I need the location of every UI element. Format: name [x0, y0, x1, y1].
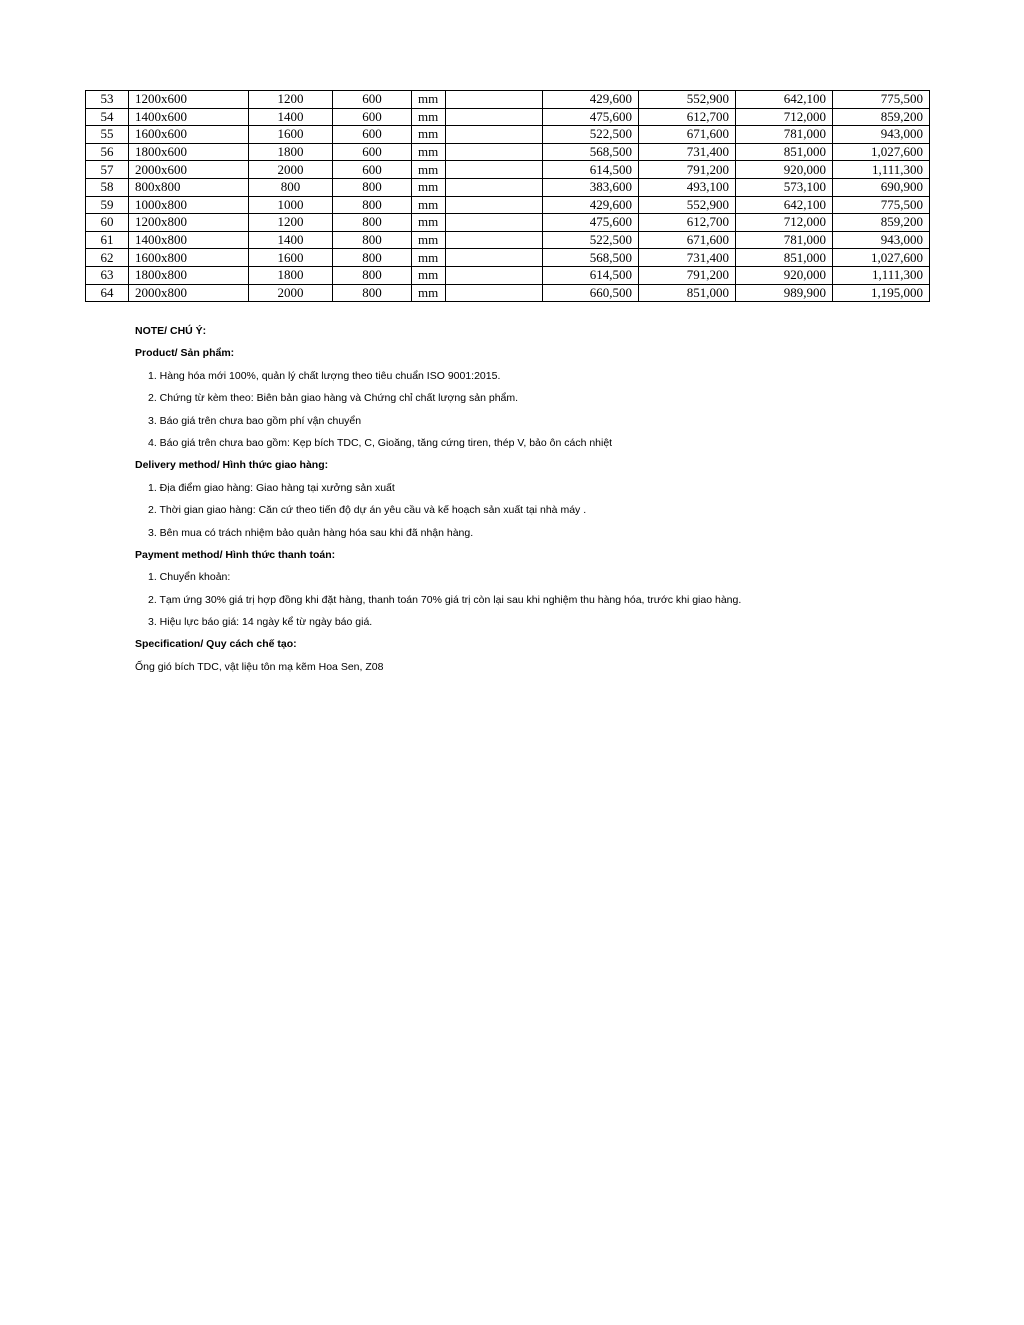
- price-cell: 671,600: [639, 126, 736, 144]
- height-cell: 800: [333, 231, 412, 249]
- width-cell: 1600: [249, 126, 333, 144]
- table-row: [86, 91, 930, 109]
- price-cell: 614,500: [543, 266, 639, 284]
- size-code-cell: 2000x600: [129, 161, 249, 179]
- price-cell: 791,200: [639, 266, 736, 284]
- row-number-cell: 60: [86, 214, 129, 232]
- price-cell: 614,500: [543, 161, 639, 179]
- empty-cell: [446, 214, 543, 232]
- height-cell: 800: [333, 196, 412, 214]
- size-code-cell: 1000x800: [129, 196, 249, 214]
- size-code-cell: 1600x800: [129, 249, 249, 267]
- unit-cell: mm: [412, 214, 446, 232]
- price-cell: 781,000: [736, 126, 833, 144]
- row-number-cell: 64: [86, 284, 129, 302]
- price-cell: 731,400: [639, 143, 736, 161]
- payment-heading: Payment method/ Hình thức thanh toán:: [135, 548, 336, 561]
- price-cell: 429,600: [543, 91, 639, 109]
- price-cell: 612,700: [639, 108, 736, 126]
- row-number-cell: 61: [86, 231, 129, 249]
- empty-cell: [446, 143, 543, 161]
- unit-cell: mm: [412, 266, 446, 284]
- payment-item: 1. Chuyển khoản:: [148, 571, 231, 584]
- row-number-cell: 59: [86, 196, 129, 214]
- price-cell: 859,200: [833, 214, 930, 232]
- price-cell: 660,500: [543, 284, 639, 302]
- price-cell: 573,100: [736, 178, 833, 196]
- price-cell: 429,600: [543, 196, 639, 214]
- empty-cell: [446, 161, 543, 179]
- row-number-cell: 57: [86, 161, 129, 179]
- product-item: 3. Báo giá trên chưa bao gồm phí vận chuyển: [148, 414, 362, 427]
- price-cell: 791,200: [639, 161, 736, 179]
- unit-cell: mm: [412, 284, 446, 302]
- empty-cell: [446, 108, 543, 126]
- price-cell: 568,500: [543, 143, 639, 161]
- width-cell: 1800: [249, 143, 333, 161]
- table-row: [86, 284, 930, 302]
- price-cell: 851,000: [736, 249, 833, 267]
- delivery-heading: Delivery method/ Hình thức giao hàng:: [135, 459, 329, 472]
- table-row: [86, 143, 930, 161]
- price-cell: 642,100: [736, 196, 833, 214]
- price-cell: 851,000: [736, 143, 833, 161]
- table-row: [86, 178, 930, 196]
- price-cell: 920,000: [736, 161, 833, 179]
- price-cell: 851,000: [639, 284, 736, 302]
- price-cell: 522,500: [543, 231, 639, 249]
- height-cell: 600: [333, 126, 412, 144]
- row-number-cell: 56: [86, 143, 129, 161]
- notes-title: NOTE/ CHÚ Ý:: [135, 325, 207, 337]
- row-number-cell: 53: [86, 91, 129, 109]
- price-cell: 383,600: [543, 178, 639, 196]
- product-item: 1. Hàng hóa mới 100%, quản lý chất lượng theo tiêu chuẩn ISO 9001:2015.: [148, 369, 501, 382]
- price-cell: 712,000: [736, 108, 833, 126]
- row-number-cell: 63: [86, 266, 129, 284]
- price-cell: 493,100: [639, 178, 736, 196]
- size-code-cell: 1400x600: [129, 108, 249, 126]
- price-cell: 671,600: [639, 231, 736, 249]
- price-cell: 475,600: [543, 108, 639, 126]
- price-cell: 775,500: [833, 196, 930, 214]
- width-cell: 800: [249, 178, 333, 196]
- unit-cell: mm: [412, 231, 446, 249]
- height-cell: 600: [333, 143, 412, 161]
- empty-cell: [446, 284, 543, 302]
- price-cell: 920,000: [736, 266, 833, 284]
- price-cell: 612,700: [639, 214, 736, 232]
- price-cell: 989,900: [736, 284, 833, 302]
- table-row: [86, 249, 930, 267]
- row-number-cell: 58: [86, 178, 129, 196]
- empty-cell: [446, 249, 543, 267]
- width-cell: 2000: [249, 284, 333, 302]
- empty-cell: [446, 231, 543, 249]
- price-cell: 642,100: [736, 91, 833, 109]
- height-cell: 800: [333, 284, 412, 302]
- table-row: [86, 196, 930, 214]
- table-row: [86, 266, 930, 284]
- size-code-cell: 1200x800: [129, 214, 249, 232]
- price-cell: 1,111,300: [833, 266, 930, 284]
- price-cell: 781,000: [736, 231, 833, 249]
- row-number-cell: 62: [86, 249, 129, 267]
- size-code-cell: 1800x600: [129, 143, 249, 161]
- height-cell: 800: [333, 214, 412, 232]
- height-cell: 800: [333, 266, 412, 284]
- size-code-cell: 1400x800: [129, 231, 249, 249]
- unit-cell: mm: [412, 161, 446, 179]
- size-code-cell: 1800x800: [129, 266, 249, 284]
- table-row: [86, 231, 930, 249]
- price-cell: 690,900: [833, 178, 930, 196]
- price-cell: 522,500: [543, 126, 639, 144]
- width-cell: 1400: [249, 231, 333, 249]
- empty-cell: [446, 126, 543, 144]
- size-code-cell: 1600x600: [129, 126, 249, 144]
- empty-cell: [446, 266, 543, 284]
- product-item: 4. Báo giá trên chưa bao gồm: Kẹp bích TDC, C, Gioăng, tăng cứng tiren, thép V, bảo ôn cách nhiệt: [148, 436, 613, 449]
- delivery-item: 1. Địa điểm giao hàng: Giao hàng tại xưởng sản xuất: [148, 481, 395, 494]
- unit-cell: mm: [412, 196, 446, 214]
- price-table: [85, 90, 930, 302]
- size-code-cell: 2000x800: [129, 284, 249, 302]
- price-cell: 552,900: [639, 91, 736, 109]
- height-cell: 600: [333, 108, 412, 126]
- price-table-body: [86, 91, 930, 302]
- size-code-cell: 800x800: [129, 178, 249, 196]
- price-cell: 1,027,600: [833, 143, 930, 161]
- row-number-cell: 54: [86, 108, 129, 126]
- height-cell: 600: [333, 161, 412, 179]
- height-cell: 800: [333, 178, 412, 196]
- price-cell: 943,000: [833, 231, 930, 249]
- table-row: [86, 161, 930, 179]
- unit-cell: mm: [412, 91, 446, 109]
- table-row: [86, 108, 930, 126]
- product-heading: Product/ Sản phẩm:: [135, 347, 235, 360]
- empty-cell: [446, 178, 543, 196]
- price-cell: 1,195,000: [833, 284, 930, 302]
- price-cell: 731,400: [639, 249, 736, 267]
- width-cell: 1200: [249, 91, 333, 109]
- height-cell: 600: [333, 91, 412, 109]
- spec-heading: Specification/ Quy cách chế tạo:: [135, 638, 297, 651]
- unit-cell: mm: [412, 108, 446, 126]
- size-code-cell: 1200x600: [129, 91, 249, 109]
- unit-cell: mm: [412, 178, 446, 196]
- width-cell: 1400: [249, 108, 333, 126]
- price-cell: 712,000: [736, 214, 833, 232]
- table-row: [86, 214, 930, 232]
- width-cell: 2000: [249, 161, 333, 179]
- payment-item: 2. Tạm ứng 30% giá trị hợp đồng khi đặt hàng, thanh toán 70% giá trị còn lại sau khi nghiệm thu hàng hóa, trước khi giao hàng.: [148, 593, 742, 606]
- product-item: 2. Chứng từ kèm theo: Biên bản giao hàng và Chứng chỉ chất lượng sản phẩm.: [148, 392, 519, 405]
- price-cell: 568,500: [543, 249, 639, 267]
- notes-section: [135, 323, 955, 681]
- width-cell: 1000: [249, 196, 333, 214]
- width-cell: 1200: [249, 214, 333, 232]
- price-cell: 943,000: [833, 126, 930, 144]
- spec-text: Ống gió bích TDC, vật liệu tôn mạ kẽm Hoa Sen, Z08: [135, 660, 384, 673]
- width-cell: 1600: [249, 249, 333, 267]
- empty-cell: [446, 91, 543, 109]
- width-cell: 1800: [249, 266, 333, 284]
- empty-cell: [446, 196, 543, 214]
- table-row: [86, 126, 930, 144]
- height-cell: 800: [333, 249, 412, 267]
- payment-item: 3. Hiệu lực báo giá: 14 ngày kể từ ngày báo giá.: [148, 616, 373, 629]
- price-cell: 1,027,600: [833, 249, 930, 267]
- price-cell: 1,111,300: [833, 161, 930, 179]
- row-number-cell: 55: [86, 126, 129, 144]
- price-cell: 552,900: [639, 196, 736, 214]
- price-cell: 859,200: [833, 108, 930, 126]
- price-cell: 475,600: [543, 214, 639, 232]
- unit-cell: mm: [412, 249, 446, 267]
- delivery-item: 3. Bên mua có trách nhiệm bảo quản hàng hóa sau khi đã nhận hàng.: [148, 526, 474, 539]
- delivery-item: 2. Thời gian giao hàng: Căn cứ theo tiến độ dự án yêu cầu và kế hoạch sản xuất tại nhà máy .: [148, 504, 587, 517]
- price-cell: 775,500: [833, 91, 930, 109]
- unit-cell: mm: [412, 143, 446, 161]
- unit-cell: mm: [412, 126, 446, 144]
